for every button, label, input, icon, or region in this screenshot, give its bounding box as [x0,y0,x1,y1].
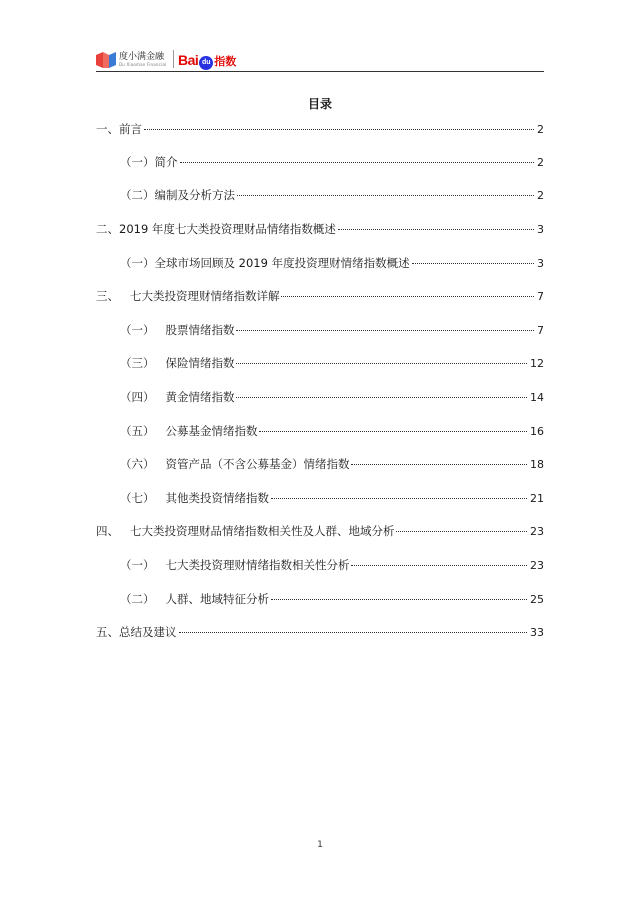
toc-leader [271,498,527,499]
toc-entry-page: 14 [530,391,544,404]
toc-leader [351,565,527,566]
toc-entry[interactable] [120,154,544,171]
toc-leader [338,229,534,230]
toc-entry[interactable] [120,456,544,473]
toc-entry-label: （一）全球市场回顾及 2019 年度投资理财情绪指数概述 [120,256,410,270]
toc-leader [236,330,534,331]
baidu-index-logo [178,50,236,70]
baidu-paw-icon: du [199,56,213,70]
toc-entry-page: 23 [530,525,544,538]
toc-entry-page: 2 [537,189,544,202]
toc-entry-page: 33 [530,626,544,639]
toc-entry-page: 21 [530,492,544,505]
toc-entry-page: 7 [537,324,544,337]
logo-secondary-prefix: Bai [178,52,199,68]
toc-entry-page: 2 [537,156,544,169]
toc-entry[interactable] [96,288,544,305]
toc-entry-page: 3 [537,223,544,236]
toc-entry[interactable] [120,557,544,574]
logo-secondary-suffix: 指数 [214,55,237,68]
toc-leader [396,531,527,532]
toc-leader [237,195,534,196]
toc-leader [236,363,527,364]
toc-entry-label: （一） 股票情绪指数 [120,323,235,337]
toc-entry[interactable] [96,121,544,138]
toc-entry-label: （六） 资管产品（不含公募基金）情绪指数 [120,457,350,471]
toc-entry-label: 四、 七大类投资理财品情绪指数相关性及人群、地域分析 [96,524,395,538]
toc-entry-label: （二） 人群、地域特征分析 [120,592,269,606]
toc-leader [180,162,535,163]
toc-entry-label: （四） 黄金情绪指数 [120,390,235,404]
toc-entry[interactable] [120,187,544,204]
toc-entry-page: 7 [537,290,544,303]
toc-entry-label: 五、总结及建议 [96,625,177,639]
header-rule [96,71,544,72]
toc-entry-label: （二）编制及分析方法 [120,188,235,202]
toc-entry[interactable] [96,221,544,238]
toc-entry[interactable] [120,255,544,272]
toc-entry[interactable] [120,389,544,406]
toc-leader [144,129,534,130]
toc-leader [351,464,527,465]
toc-entry-label: （七） 其他类投资情绪指数 [120,491,269,505]
toc-leader [236,397,527,398]
toc-leader [259,431,527,432]
toc-entry-page: 18 [530,458,544,471]
toc-entry-label: 二、2019 年度七大类投资理财品情绪指数概述 [96,222,336,236]
toc-entry[interactable] [120,322,544,339]
toc-entry-page: 2 [537,123,544,136]
logo-primary-text: 度小满金融 [119,52,165,62]
duxiaoman-logo [96,52,166,68]
toc-entry[interactable] [96,523,544,540]
toc-entry[interactable] [120,591,544,608]
toc-entry-label: （三） 保险情绪指数 [120,356,235,370]
logo-primary-subtext: Du Xiaoman Financial [119,62,167,67]
toc-entry-page: 12 [530,357,544,370]
toc-entry-label: 三、 七大类投资理财情绪指数详解 [96,289,280,303]
toc-entry[interactable] [96,624,544,641]
toc-entry-page: 25 [530,593,544,606]
toc-leader [281,296,534,297]
toc-entry-page: 3 [537,257,544,270]
toc-entry-label: （一） 七大类投资理财情绪指数相关性分析 [120,558,350,572]
page-header [96,44,544,72]
toc-entry-label: 一、前言 [96,122,142,136]
toc-entry-label: （五） 公募基金情绪指数 [120,424,258,438]
toc-entry-page: 23 [530,559,544,572]
toc-entry[interactable] [120,355,544,372]
toc-entry[interactable] [120,423,544,440]
toc-entry[interactable] [120,490,544,507]
toc-entry-label: （一）简介 [120,155,178,169]
footer-page-number: 1 [317,840,323,850]
logo-divider [173,50,174,68]
page-title: 目录 [307,97,332,111]
toc-leader [271,599,527,600]
toc-entry-page: 16 [530,425,544,438]
toc-leader [412,263,534,264]
duxiaoman-logo-icon [96,52,116,68]
toc-leader [179,632,528,633]
